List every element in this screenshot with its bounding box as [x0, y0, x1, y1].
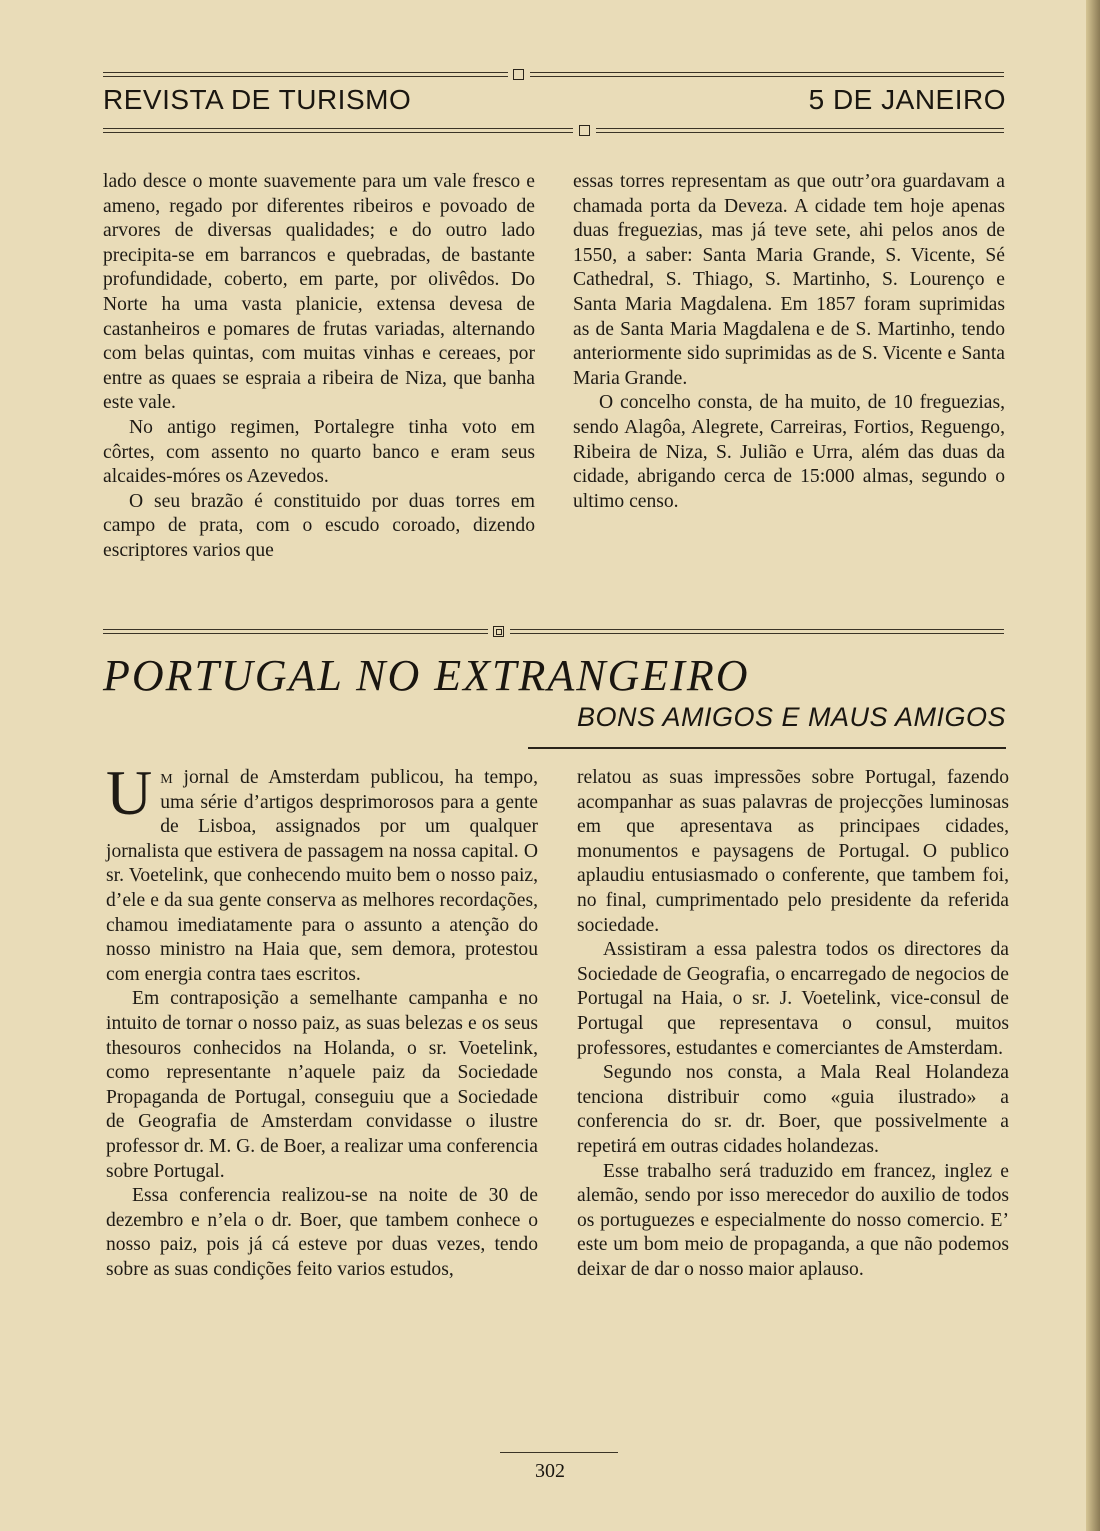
page-number: 302 — [535, 1460, 565, 1482]
paragraph: essas torres representam as que outr’ora guardavam a chamada porta da Deveza. A cidade tem hoje apenas duas freguezias, mas já teve sete, ahi pelos anos de 1550, a saber: Santa Maria Grande, S. Vicente, Sé Cathedral, S. Thiago, S. Martinho, S. Lourenço e Santa Maria Magdalena. Em 1857 foram suprimidas as de Santa Maria Magdalena e de S. Martinho, tendo anteriormente sido suprimidas as de S. Vicente e Santa Maria Grande. — [573, 171, 1005, 389]
article-right-column — [577, 766, 1009, 1282]
article-left-column — [106, 757, 538, 1282]
lead-word: m — [160, 767, 173, 788]
lead-paragraph — [106, 757, 538, 987]
footer-rule — [500, 1452, 618, 1453]
header-bottom-ornament-icon — [579, 125, 590, 136]
header-bottom-rule-right — [596, 128, 1004, 133]
header-top-rule-left — [103, 72, 508, 77]
header-bottom-rule-left — [103, 128, 573, 133]
paragraph: No antigo regimen, Portalegre tinha voto em côrtes, com assento no quarto banco e eram seus alcaides-móres os Azevedos. — [103, 416, 535, 488]
drop-cap: U — [106, 757, 153, 828]
section-title: PORTUGAL NO EXTRANGEIRO — [103, 651, 750, 700]
issue-date: 5 DE JANEIRO — [808, 84, 1006, 115]
paragraph: Esse trabalho será traduzido em francez, inglez e alemão, sendo por isso merecedor do auxilio de todos os portuguezes e especialmente do nosso comercio. E’ este um bom meio de propaganda, a que não podemos deixar de dar o nosso maior aplauso. — [577, 1160, 1009, 1280]
headline-underline — [528, 747, 1006, 749]
paragraph: Em contraposição a semelhante campanha e no intuito de tornar o nosso paiz, as suas belezas e os seus thesouros conhecidos na Holanda, o sr. Voetelink, como representante n’aquele paiz da Sociedade Propaganda de Portugal, conseguiu que a Sociedade de Geografia de Amsterdam convidasse o ilustre professor dr. M. G. de Boer, a realizar uma conferencia sobre Portugal. — [106, 988, 538, 1182]
paragraph: lado desce o monte suavemente para um vale fresco e ameno, regado por diferentes ribeiros e povoado de arvores de diversas qualidades; e do outro lado precipita-se em barrancos e quebradas, de bastante profundidade, coberto, em parte, por olivêdos. Do Norte ha uma vasta planicie, extensa devesa de castanheiros e pomares de frutas variadas, alternando com belas quintas, com muitas vinhas e cereaes, por entre as quaes se espraia a ribeira de Niza, que banha este vale. — [103, 171, 535, 414]
section-divider-right — [510, 629, 1004, 634]
header-top-rule-right — [530, 72, 1004, 77]
paragraph: O concelho consta, de ha muito, de 10 freguezias, sendo Alagôa, Alegrete, Carreiras, Fortios, Reguengo, Ribeira de Niza, S. Julião e Urra, além das duas da cidade, abrigando cerca de 15:000 almas, segundo o ultimo censo. — [573, 392, 1005, 512]
paragraph: Segundo nos consta, a Mala Real Holandeza tenciona distribuir como «guia ilustrado» a conferencia do sr. dr. Boer, que possivelmente a repetirá em outras cidades holandezas. — [577, 1062, 1009, 1157]
paragraph: Assistiram a essa palestra todos os directores da Sociedade de Geografia, o encarregado de negocios de Portugal na Haia, o sr. J. Voetelink, vice-consul de Portugal que representava o consul, muitos professores, estudantes e comerciantes de Amsterdam. — [577, 939, 1009, 1059]
article-headline: BONS AMIGOS E MAUS AMIGOS — [576, 702, 1006, 732]
paragraph: O seu brazão é constituido por duas torres em campo de prata, com o escudo coroado, dizendo escriptores varios que — [103, 490, 535, 561]
lead-text: jornal de Amsterdam publicou, ha tempo, uma série d’artigos desprimorosos para a gente de Lisboa, assignados por um qualquer jornalista que estivera de passagem na nossa capital. O sr. Voetelink, que conhecendo muito bem o nosso paiz, d’ele e da sua gente conserva as melhores recordações, chamou imediatamente para o assunto a atenção do nosso ministro na Haia que, sem demora, protestou com energia contra taes escritos. — [106, 767, 538, 985]
paragraph: Essa conferencia realizou-se na noite de 30 de dezembro e n’ela o dr. Boer, que tambem conhece o nosso paiz, pois já cá esteve por duas vezes, tendo sobre as suas condições feito varios estudos, — [106, 1185, 538, 1280]
paragraph: relatou as suas impressões sobre Portugal, fazendo acompanhar as suas palavras de projecções luminosas em que apresentava as principaes cidades, monumentos e paysagens de Portugal. O publico aplaudiu entusiasmado o conferente, que tambem foi, no final, cumprimentado pelo presidente da referida sociedade. — [577, 767, 1009, 936]
page-spine-edge — [1086, 0, 1100, 1531]
section-divider-left — [103, 629, 488, 634]
section-divider-ornament-icon — [493, 626, 504, 637]
header-ornament-icon — [513, 69, 524, 80]
top-left-column — [103, 170, 535, 564]
magazine-title: REVISTA DE TURISMO — [103, 84, 412, 115]
top-right-column — [573, 170, 1005, 514]
